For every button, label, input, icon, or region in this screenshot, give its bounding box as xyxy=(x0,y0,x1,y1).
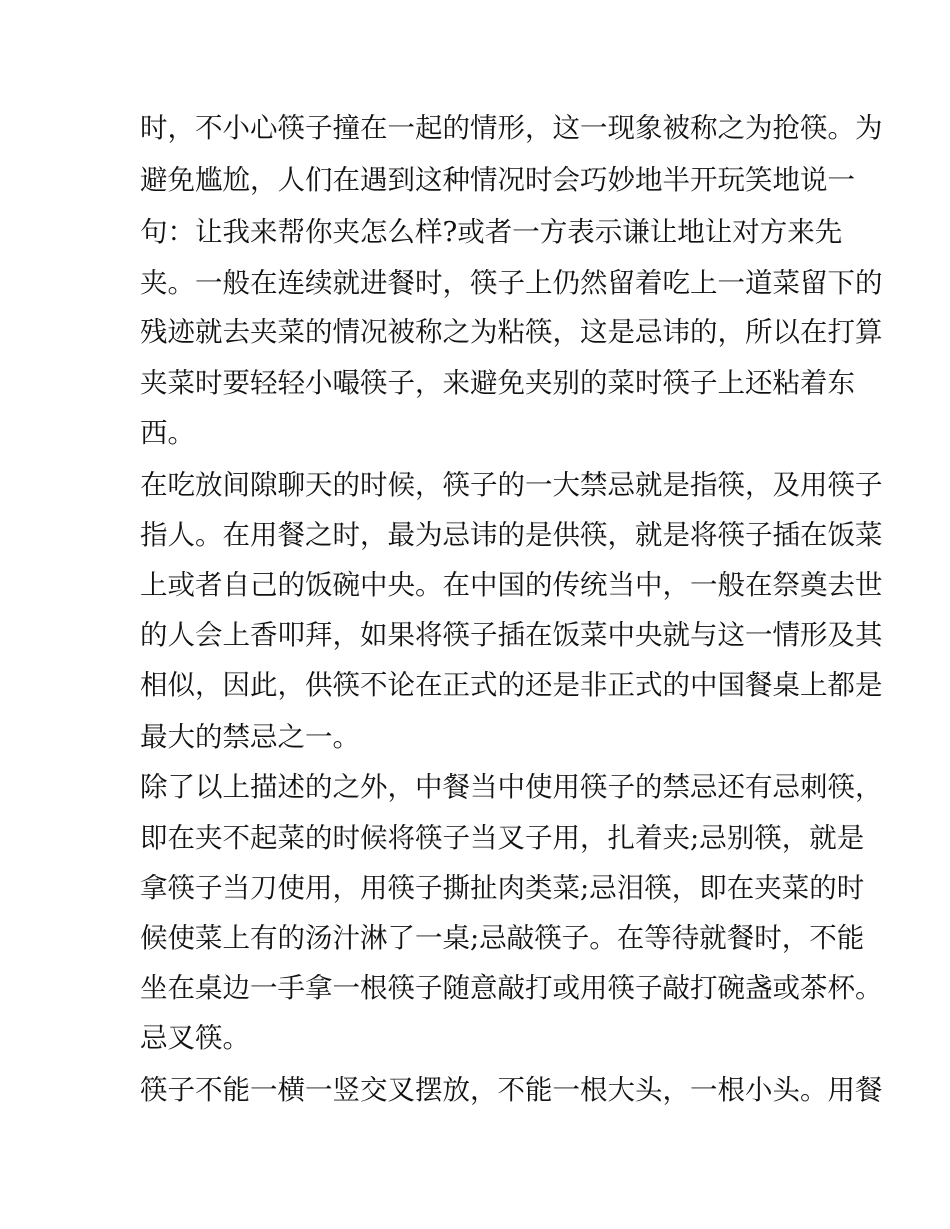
text-line: 相似，因此，供筷不论在正式的还是非正式的中国餐桌上都是 xyxy=(140,669,883,701)
text-line: 除了以上描述的之外，中餐当中使用筷子的禁忌还有忌刺筷， xyxy=(140,771,883,803)
text-line: 指人。在用餐之时，最为忌讳的是供筷，就是将筷子插在饭菜 xyxy=(140,519,883,551)
text-line: 时，不小心筷子撞在一起的情形，这一现象被称之为抢筷。为 xyxy=(140,112,883,144)
text-line: 忌叉筷。 xyxy=(140,1022,250,1054)
text-line: 拿筷子当刀使用，用筷子撕扯肉类菜;忌泪筷，即在夹菜的时 xyxy=(140,872,865,904)
text-line: 上或者自己的饭碗中央。在中国的传统当中，一般在祭奠去世 xyxy=(140,569,883,601)
text-line: 夹菜时要轻轻小嘬筷子，来避免夹别的菜时筷子上还粘着东 xyxy=(140,367,855,399)
text-line: 避免尴尬，人们在遇到这种情况时会巧妙地半开玩笑地说一 xyxy=(140,164,855,196)
text-line: 即在夹不起菜的时候将筷子当叉子用，扎着夹;忌别筷，就是 xyxy=(140,822,865,854)
text-line: 西。 xyxy=(140,417,195,449)
text-line: 筷子不能一横一竖交叉摆放，不能一根大头，一根小头。用餐 xyxy=(140,1074,883,1106)
text-line: 在吃放间隙聊天的时候，筷子的一大禁忌就是指筷，及用筷子 xyxy=(140,469,883,501)
text-line: 最大的禁忌之一。 xyxy=(140,721,360,753)
text-line: 句：让我来帮你夹怎么样?或者一方表示谦让地让对方来先 xyxy=(140,216,843,248)
text-line: 夹。一般在连续就进餐时，筷子上仍然留着吃上一道菜留下的 xyxy=(140,267,883,299)
text-line: 候使菜上有的汤汁淋了一桌;忌敲筷子。在等待就餐时，不能 xyxy=(140,922,865,954)
text-line: 坐在桌边一手拿一根筷子随意敲打或用筷子敲打碗盏或茶杯。 xyxy=(140,972,883,1004)
text-line: 的人会上香叩拜，如果将筷子插在饭菜中央就与这一情形及其 xyxy=(140,619,883,651)
text-line: 残迹就去夹菜的情况被称之为粘筷，这是忌讳的，所以在打算 xyxy=(140,316,883,348)
